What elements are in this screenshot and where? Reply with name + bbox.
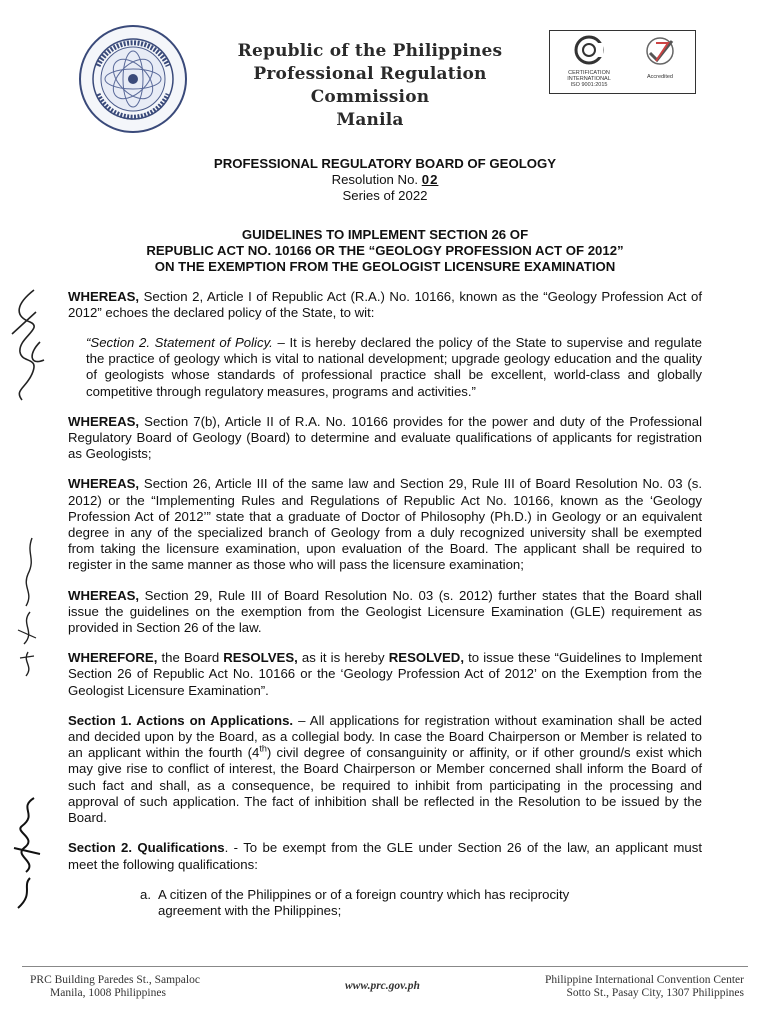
resolution-document [68, 156, 702, 919]
list-item-text: A citizen of the Philippines or of a foreign country which has reciprocity agreement with the Philippines; [158, 886, 570, 918]
title-line-3: ON THE EXEMPTION FROM THE GEOLOGIST LICENSURE EXAMINATION [154, 258, 616, 274]
qualification-item-a [140, 887, 702, 919]
resolution-title [68, 227, 702, 275]
whereas-text: Section 26, Article III of the same law and Section 29, Rule III of Board Resolution No. 03 (s. 2012) or the “Implementing Rules and Regulations of Republic Act No. 10166, known as the ‘Geology Profession Act of 2012’” state that a graduate of Doctor of Philosophy (Ph.D.) in Geology or an equivalent degree in any of the specialized branch of Geology from a duly recognized university shall be exempted from taking the licensure examination, upon evaluation of the Board. The applicant shall be required to register in the same manner as those who will pass the licensure examination; [68, 476, 702, 573]
checkmark-badge-icon [642, 35, 678, 69]
header-agency [205, 40, 535, 132]
header-line-city: Manila [336, 110, 404, 130]
resolution-label: Resolution No. [331, 172, 419, 188]
wherefore-text-2: as it is hereby [297, 650, 389, 666]
accredited-caption: Accredited [647, 74, 673, 80]
resolution-number-line [68, 172, 702, 188]
footer-website[interactable]: www.prc.gov.ph [345, 980, 420, 992]
whereas-text: Section 29, Rule III of Board Resolution No. 03 (s. 2012) further states that the Board shall issue the guidelines on the exemption from the Geologist Licensure Examination (GLE) requirement as provided in Section 26 of the law. [68, 587, 702, 636]
section-1-superscript: th [259, 743, 267, 754]
wherefore-paragraph [68, 650, 702, 699]
resolves-word: RESOLVES, [223, 650, 298, 666]
resolution-number: 02 [421, 172, 439, 188]
section-1-text-2: ) civil degree of consanguinity or affinity, or if other ground/s exist which may give rise to conflict of interest, the Board Chairperson or Member concerned shall inform the Board of such fact and shall, as a consequence, be required to inhibit from participating in the processing and approval of such application. The fact of inhibition shall be reflected in the Resolution to be issued by the Board. [68, 745, 703, 826]
whereas-paragraph-3 [68, 476, 702, 573]
header-line-commission: Professional Regulation Commission [253, 64, 487, 107]
section-2-heading: Section 2. Qualifications [68, 840, 225, 856]
title-line-2: REPUBLIC ACT NO. 10166 OR THE “GEOLOGY PROFESSION ACT OF 2012” [146, 242, 624, 258]
whereas-lead: WHEREAS, [68, 476, 140, 492]
board-name: PROFESSIONAL REGULATORY BOARD OF GEOLOGY [213, 156, 557, 171]
list-marker: a. [140, 886, 151, 902]
section-1-paragraph [68, 713, 702, 826]
quote-text: – It is hereby declared the policy of the State to supervise and regulate the practice of geology which is vital to national development; upgrade geology education and the quality of geologists whose standards of professional practice shall be excellent, world-class and globally competitive through regulatory measures, programs and activities.” [86, 335, 702, 399]
signature-mark-3-icon [4, 790, 54, 915]
signature-mark-1-icon [4, 282, 54, 407]
whereas-lead: WHEREAS, [68, 288, 140, 304]
cert-caption-3: ISO 9001:2015 [570, 82, 608, 88]
footer-left-line-1: PRC Building Paredes St., Sampaloc [30, 974, 200, 986]
title-line-1: GUIDELINES TO IMPLEMENT SECTION 26 OF [241, 226, 529, 242]
footer-right-line-1: Philippine International Convention Center [545, 974, 744, 986]
cert-caption-1: CERTIFICATION [568, 70, 610, 76]
certification-logo-icon [572, 35, 606, 65]
policy-quote [86, 335, 702, 400]
footer-address-left [30, 974, 200, 1000]
wherefore-lead: WHEREFORE, [68, 650, 158, 666]
whereas-lead: WHEREAS, [68, 587, 140, 603]
wherefore-text-1: the Board [157, 650, 224, 666]
wherefore-text-3: to issue these “Guidelines to Implement Section 26 of Republic Act No. 10166 or the ‘Geology Profession Act of 2012’ on the Exemption from the Geologist Licensure Examination”. [68, 650, 703, 698]
prc-seal-icon [78, 24, 188, 134]
iso-certification-mark [556, 35, 622, 91]
whereas-text: Section 7(b), Article II of R.A. No. 10166 provides for the power and duty of the Professional Regulatory Board of Geology (Board) to determine and evaluate qualifications of applicants for registration as Geologists; [68, 413, 702, 462]
signature-mark-2-icon [4, 528, 54, 683]
quote-heading: “Section 2. Statement of Policy. [86, 335, 273, 351]
section-1-heading: Section 1. Actions on Applications. [68, 712, 294, 728]
whereas-paragraph-2 [68, 414, 702, 463]
footer-address-right [538, 974, 744, 1000]
section-2-text: . - To be exempt from the GLE under Section 26 of the law, an applicant must meet the following qualifications: [68, 840, 702, 872]
whereas-lead: WHEREAS, [68, 413, 140, 429]
whereas-text: Section 2, Article I of Republic Act (R.A.) No. 10166, known as the “Geology Profession Act of 2012” echoes the declared policy of the State, to wit: [68, 288, 702, 320]
whereas-paragraph-4 [68, 588, 702, 637]
footer-divider [22, 966, 748, 967]
accreditation-mark [628, 35, 692, 91]
section-1-text-1: – All applications for registration without examination shall be acted and decided upon by the Board, as a collegial body. In case the Board Chairperson or Member is related to an applicant within the fourth (4 [68, 712, 702, 761]
whereas-paragraph-1 [68, 289, 702, 321]
cert-caption-2: INTERNATIONAL [567, 76, 611, 82]
footer-right-line-2: Sotto St., Pasay City, 1307 Philippines [566, 987, 744, 999]
section-2-paragraph [68, 840, 702, 872]
footer-left-line-2: Manila, 1008 Philippines [50, 987, 166, 999]
certification-badge [549, 30, 696, 94]
resolved-word: RESOLVED, [388, 650, 464, 666]
header-line-republic: Republic of the Philippines [237, 41, 503, 61]
resolution-series: Series of 2022 [342, 188, 428, 204]
